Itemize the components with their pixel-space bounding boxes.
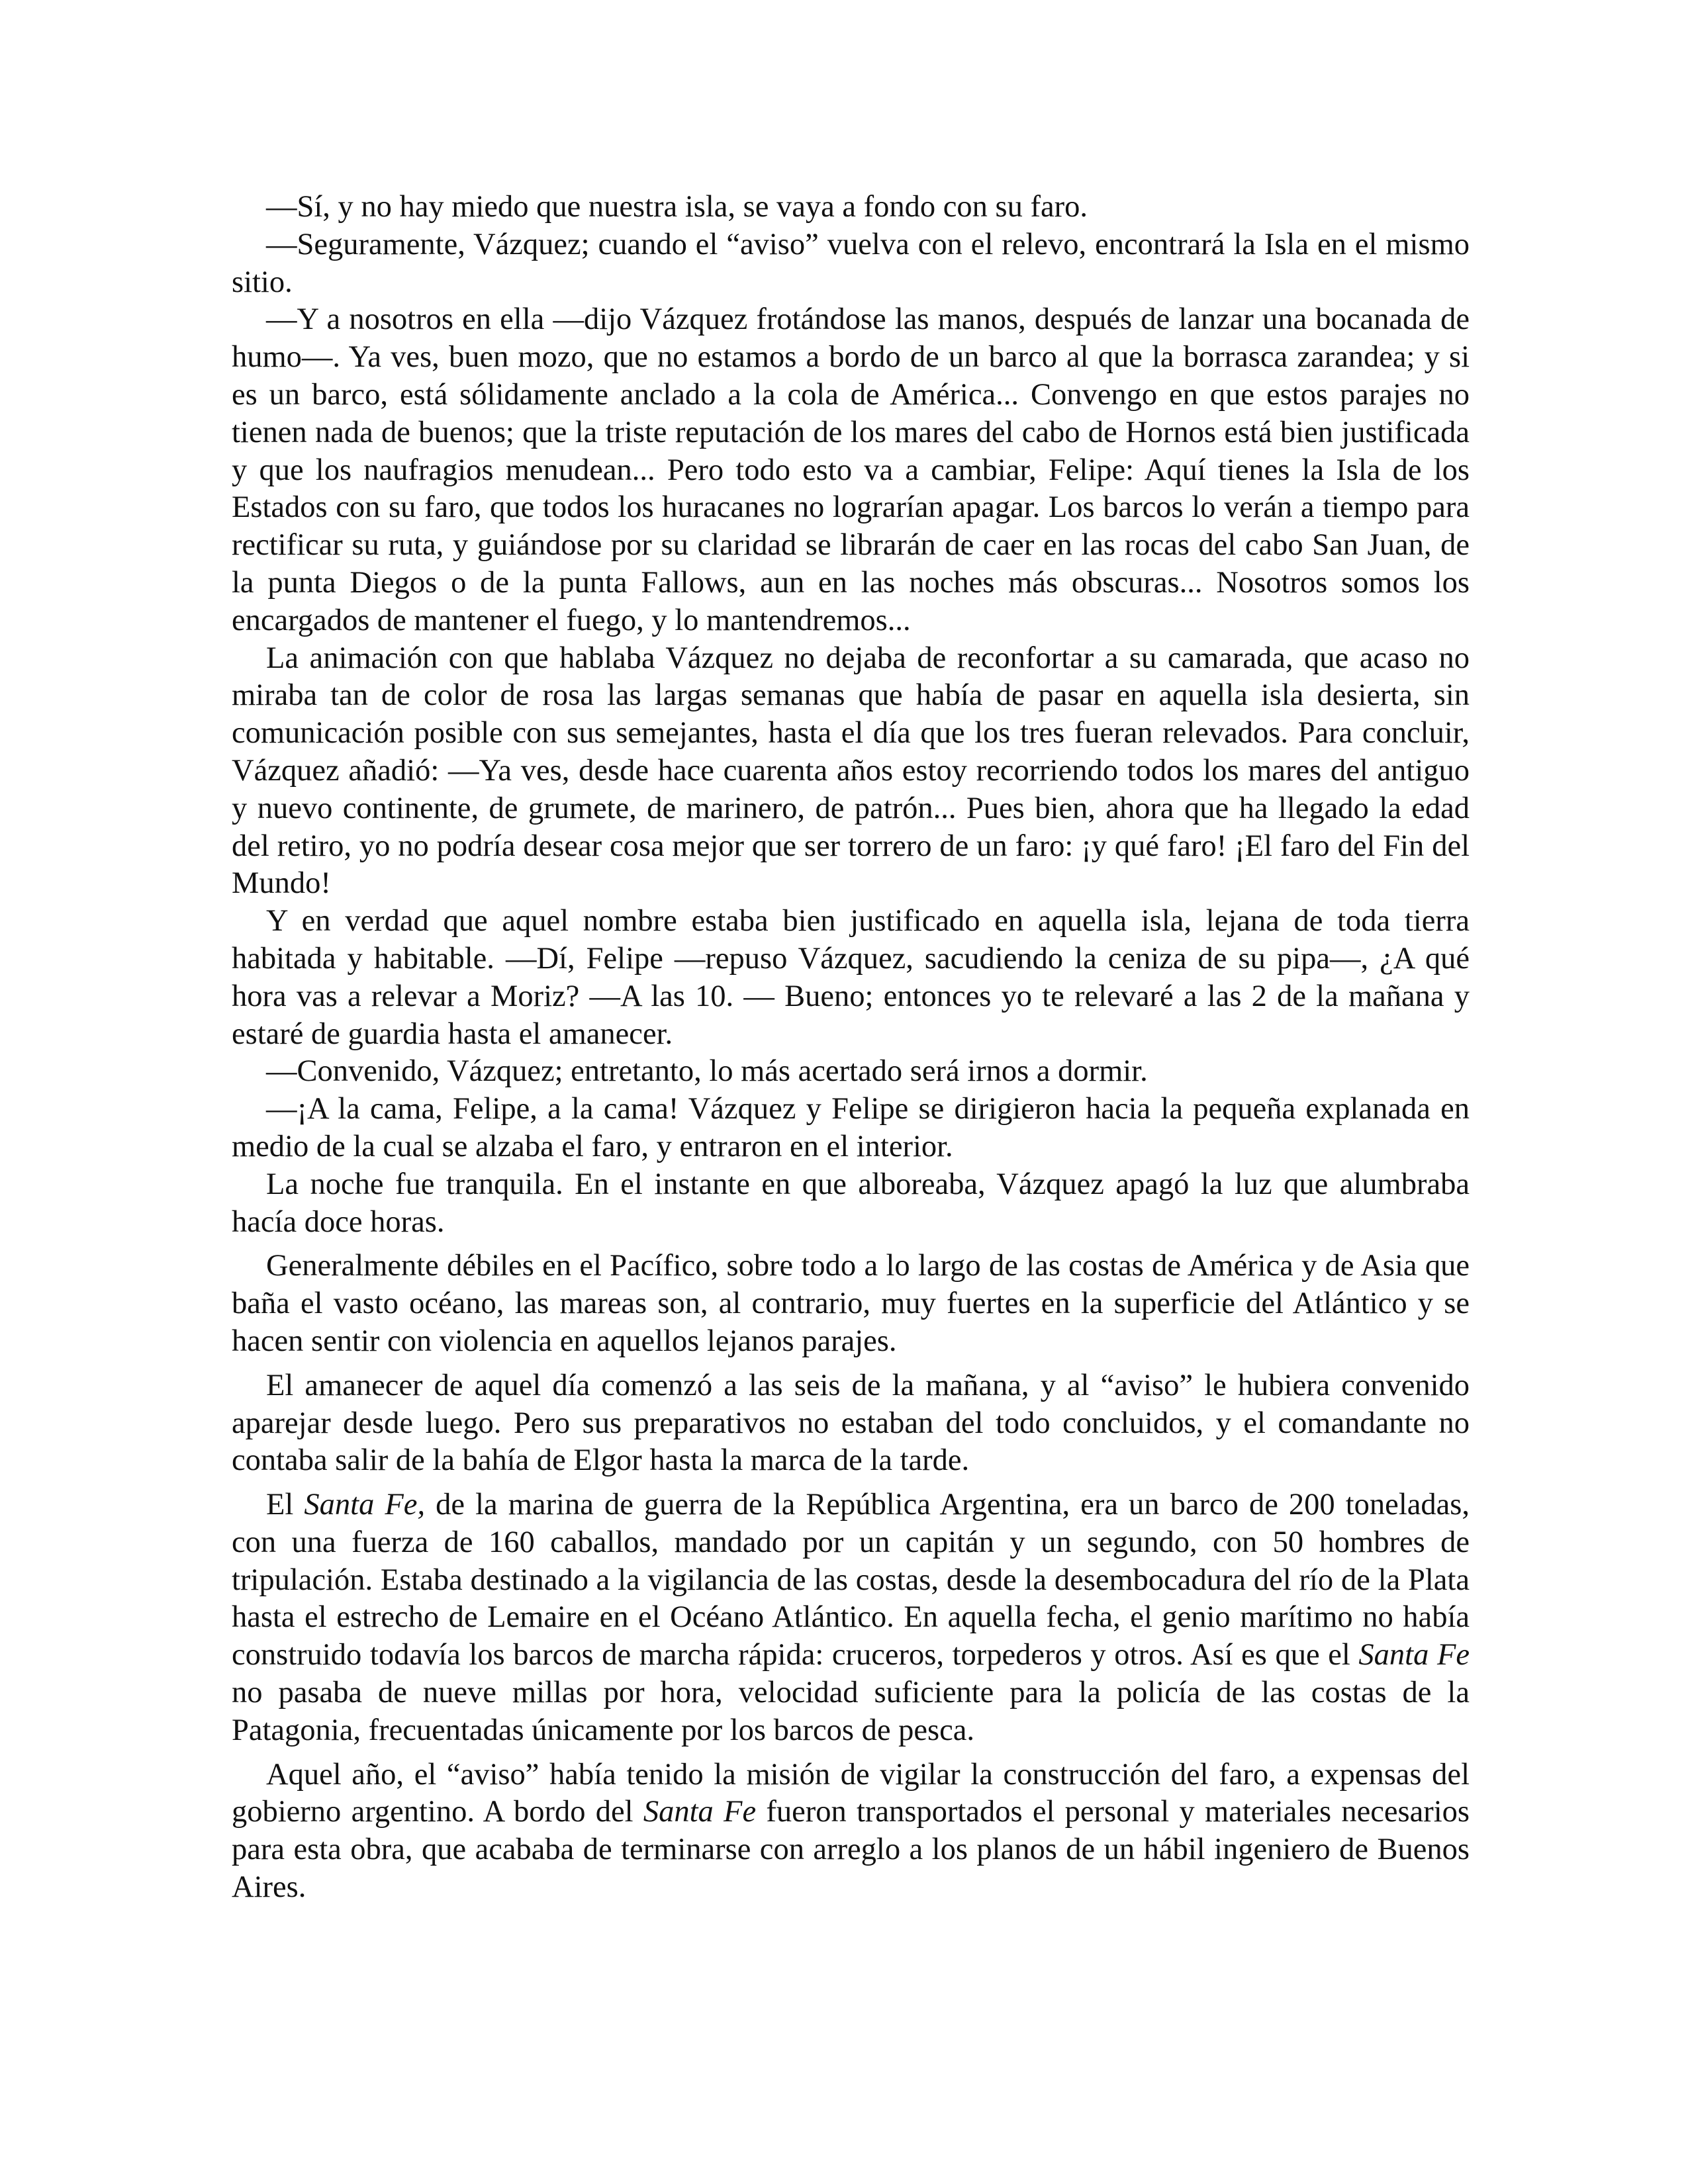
- text-run: Aquel año, el “aviso” había tenido la misión de vigilar la construcción del faro, a expensas del gobierno argentino. A bordo del: [232, 1757, 1470, 1829]
- text-run: —Y a nosotros en ella —dijo Vázquez frotándose las manos, después de lanzar una bocanada de humo—. Ya ves, buen mozo, que no estamos a bordo de un barco al que la borrasca zarandea; y si es un barco, está sólidamente anclado a la cola de América... Convengo en que estos parajes no tienen nada de buenos; que la triste reputación de los mares del cabo de Hornos está bien justificada y que los naufragios menudean... Pero todo esto va a cambiar, Felipe: Aquí tienes la Isla de los Estados con su faro, que todos los huracanes no lograrían apagar. Los barcos lo verán a tiempo para rectificar su ruta, y guiándose por su claridad se librarán de caer en las rocas del cabo San Juan, de la punta Diegos o de la punta Fallows, aun en las noches más obscuras... Nosotros somos los encargados de mantener el fuego, y lo mantendremos...: [232, 302, 1470, 637]
- paragraph: [232, 301, 1470, 639]
- text-run: El amanecer de aquel día comenzó a las seis de la mañana, y al “aviso” le hubiera convenido aparejar desde luego. Pero sus preparativos no estaban del todo concluidos, y el comandante no contaba salir de la bahía de Elgor hasta la marca de la tarde.: [232, 1368, 1470, 1478]
- paragraph: [232, 640, 1470, 903]
- paragraph: [232, 1486, 1470, 1750]
- paragraph: [232, 189, 1470, 226]
- ship-name: Santa Fe: [643, 1795, 757, 1829]
- text-run: —Sí, y no hay miedo que nuestra isla, se vaya a fondo con su faro.: [266, 190, 1088, 224]
- text-run: fueron transportados el personal y materiales necesarios para esta obra, que acababa de terminarse con arreglo a los planos de un hábil ingeniero de Buenos Aires.: [232, 1795, 1470, 1905]
- text-run: de la marina de guerra de la República Argentina, era un barco de 200 toneladas, con una fuerza de 160 caballos, mandado por un capitán y un segundo, con 50 hombres de tripulación. Estaba destinado a la vigilancia de las costas, desde la desembocadura del río de la Plata hasta el estrecho de Lemaire en el Océano Atlántico. En aquella fecha, el genio marítimo no había construido todavía los barcos de marcha rápida: cruceros, torpederos y otros. Así es que el: [232, 1488, 1470, 1672]
- text-run: La noche fue tranquila. En el instante en que alboreaba, Vázquez apagó la luz que alumbraba hacía doce horas.: [232, 1167, 1470, 1239]
- paragraph: [232, 903, 1470, 1053]
- text-run: —Convenido, Vázquez; entretanto, lo más acertado será irnos a dormir.: [266, 1054, 1148, 1089]
- ship-name: Santa Fe,: [304, 1488, 426, 1522]
- text-run: Y en verdad que aquel nombre estaba bien justificado en aquella isla, lejana de toda tierra habitada y habitable. —Dí, Felipe —repuso Vázquez, sacudiendo la ceniza de su pipa—, ¿A qué hora vas a relevar a Moriz? —A las 10. — Bueno; entonces yo te relevaré a las 2 de la mañana y estaré de guardia hasta el amanecer.: [232, 904, 1470, 1051]
- paragraph: [232, 1248, 1470, 1360]
- text-run: Generalmente débiles en el Pacífico, sobre todo a lo largo de las costas de América y de Asia que baña el vasto océano, las mareas son, al contrario, muy fuertes en la superficie del Atlántico y se hacen sentir con violencia en aquellos lejanos parajes.: [232, 1249, 1470, 1358]
- paragraph: [232, 1053, 1470, 1091]
- text-run: La animación con que hablaba Vázquez no dejaba de reconfortar a su camarada, que acaso no miraba tan de color de rosa las largas semanas que había de pasar en aquella isla desierta, sin comunicación posible con sus semejantes, hasta el día que los tres fueran relevados. Para concluir, Vázquez añadió: —Ya ves, desde hace cuarenta años estoy recorriendo todos los mares del antiguo y nuevo continente, de grumete, de marinero, de patrón... Pues bien, ahora que ha llegado la edad del retiro, yo no podría desear cosa mejor que ser torrero de un faro: ¡y qué faro! ¡El faro del Fin del Mundo!: [232, 641, 1470, 901]
- paragraph: [232, 1756, 1470, 1907]
- text-run: —Seguramente, Vázquez; cuando el “aviso” vuelva con el relevo, encontrará la Isla en el mismo sitio.: [232, 227, 1470, 299]
- paragraph: [232, 1166, 1470, 1242]
- text-run: El: [266, 1488, 305, 1522]
- paragraph: [232, 226, 1470, 302]
- text-run: no pasaba de nueve millas por hora, velocidad suficiente para la policía de las costas de la Patagonia, frecuentadas únicamente por los barcos de pesca.: [232, 1676, 1470, 1747]
- document-page: [232, 189, 1470, 1907]
- paragraph: [232, 1091, 1470, 1166]
- paragraph: [232, 1367, 1470, 1480]
- ship-name: Santa Fe: [1358, 1638, 1470, 1672]
- text-run: —¡A la cama, Felipe, a la cama! Vázquez y Felipe se dirigieron hacia la pequeña explanada en medio de la cual se alzaba el faro, y entraron en el interior.: [232, 1092, 1470, 1163]
